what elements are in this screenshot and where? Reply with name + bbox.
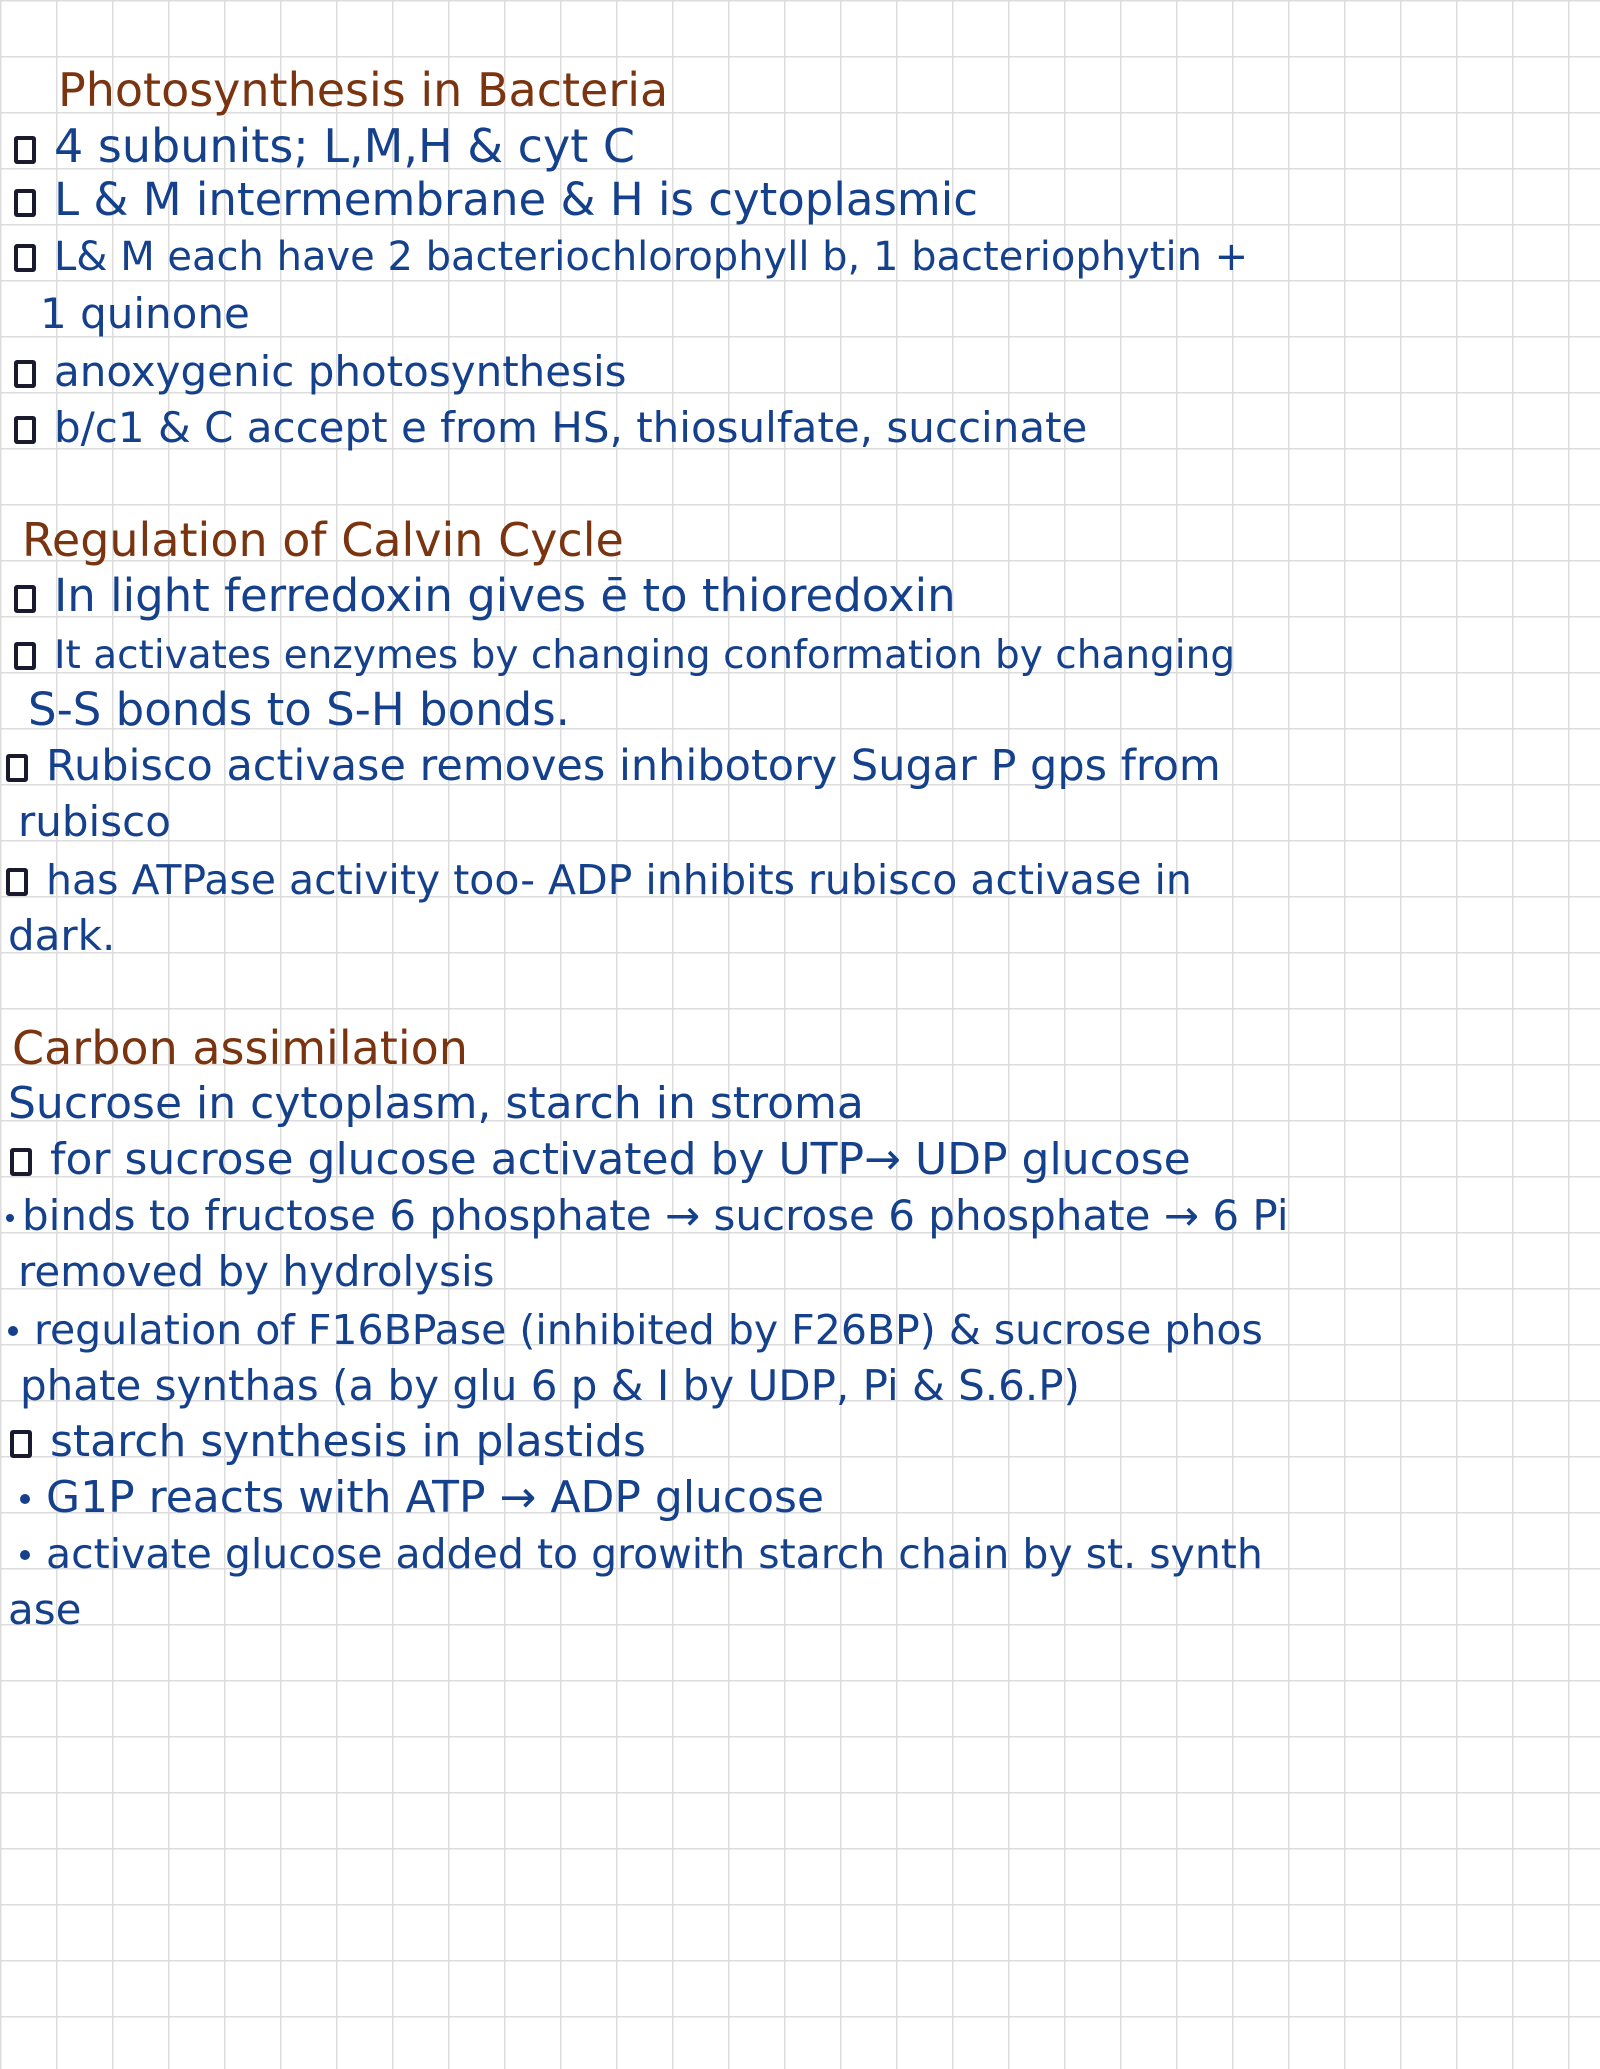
checkbox-icon (6, 868, 28, 896)
checkbox-icon (14, 136, 36, 164)
checkbox-icon (14, 244, 36, 272)
checkbox-icon (14, 642, 36, 670)
list-item (6, 738, 1221, 794)
checkbox-icon (14, 189, 36, 217)
list-item-text: L& M each have 2 bacteriochlorophyll b, 1 bacteriophytin + (54, 234, 1249, 280)
list-item (14, 118, 635, 176)
list-item (20, 1470, 824, 1526)
bullet-icon (20, 1550, 30, 1560)
checkbox-icon (10, 1430, 32, 1458)
list-item-text: b/c1 & C accept e from HS, thiosulfate, succinate (54, 403, 1088, 452)
list-item-text: G1P reacts with ATP → ADP glucose (46, 1472, 825, 1523)
list-item-text: It activates enzymes by changing conformation by changing (54, 633, 1236, 678)
section-heading-carbon-assimilation: Carbon assimilation (12, 1021, 468, 1075)
list-item (14, 568, 956, 625)
bullet-icon (20, 1494, 30, 1504)
checkbox-icon (14, 585, 36, 613)
list-item-text: 4 subunits; L,M,H & cyt C (54, 119, 635, 173)
list-item-text: for sucrose glucose activated by UTP→ UDP glucose (50, 1134, 1191, 1185)
list-item (14, 400, 1087, 456)
list-item-text: has ATPase activity too- ADP inhibits rubisco activase in (46, 856, 1192, 904)
list-item-continuation: rubisco (18, 797, 171, 846)
checkbox-icon (10, 1148, 32, 1176)
section-heading-regulation-of-calvin-cycle: Regulation of Calvin Cycle (22, 513, 624, 567)
section-heading-photosynthesis-in-bacteria: Photosynthesis in Bacteria (58, 63, 669, 117)
checkbox-icon (6, 754, 28, 782)
paragraph-line: Sucrose in cytoplasm, starch in stroma (8, 1078, 864, 1129)
list-item-text: activate glucose added to growith starch chain by st. synth (46, 1530, 1263, 1578)
list-item (6, 852, 1192, 908)
list-item-text: In light ferredoxin gives ē to thioredoxin (54, 569, 956, 622)
list-item (14, 228, 1248, 285)
list-item-text: binds to fructose 6 phosphate → sucrose 6 phosphate → 6 Pi (22, 1191, 1289, 1240)
list-item (10, 1414, 646, 1470)
list-item-text: L & M intermembrane & H is cytoplasmic (54, 173, 978, 226)
list-item-continuation: phate synthas (a by glu 6 p & I by UDP, Pi & S.6.P) (20, 1361, 1080, 1410)
list-item (10, 1132, 1191, 1188)
checkbox-icon (14, 360, 36, 388)
list-item (6, 1188, 1289, 1244)
list-item-continuation: ase (8, 1585, 82, 1634)
list-item (14, 344, 627, 400)
bullet-icon (6, 1214, 14, 1222)
bullet-icon (8, 1326, 18, 1336)
list-item-text: regulation of F16BPase (inhibited by F26BP) & sucrose phos (34, 1306, 1263, 1354)
list-item (14, 626, 1235, 684)
list-item-text: Rubisco activase removes inhibotory Sugar P gps from (46, 741, 1221, 791)
list-item-continuation: S-S bonds to S-H bonds. (28, 683, 570, 736)
list-item-text: starch synthesis in plastids (50, 1416, 646, 1467)
list-item (14, 172, 978, 229)
list-item (20, 1526, 1263, 1582)
list-item (8, 1302, 1263, 1358)
list-item-continuation: removed by hydrolysis (18, 1247, 495, 1296)
list-item-text: anoxygenic photosynthesis (54, 347, 627, 396)
checkbox-icon (14, 416, 36, 444)
list-item-continuation: 1 quinone (40, 289, 250, 338)
list-item-continuation: dark. (8, 911, 116, 960)
